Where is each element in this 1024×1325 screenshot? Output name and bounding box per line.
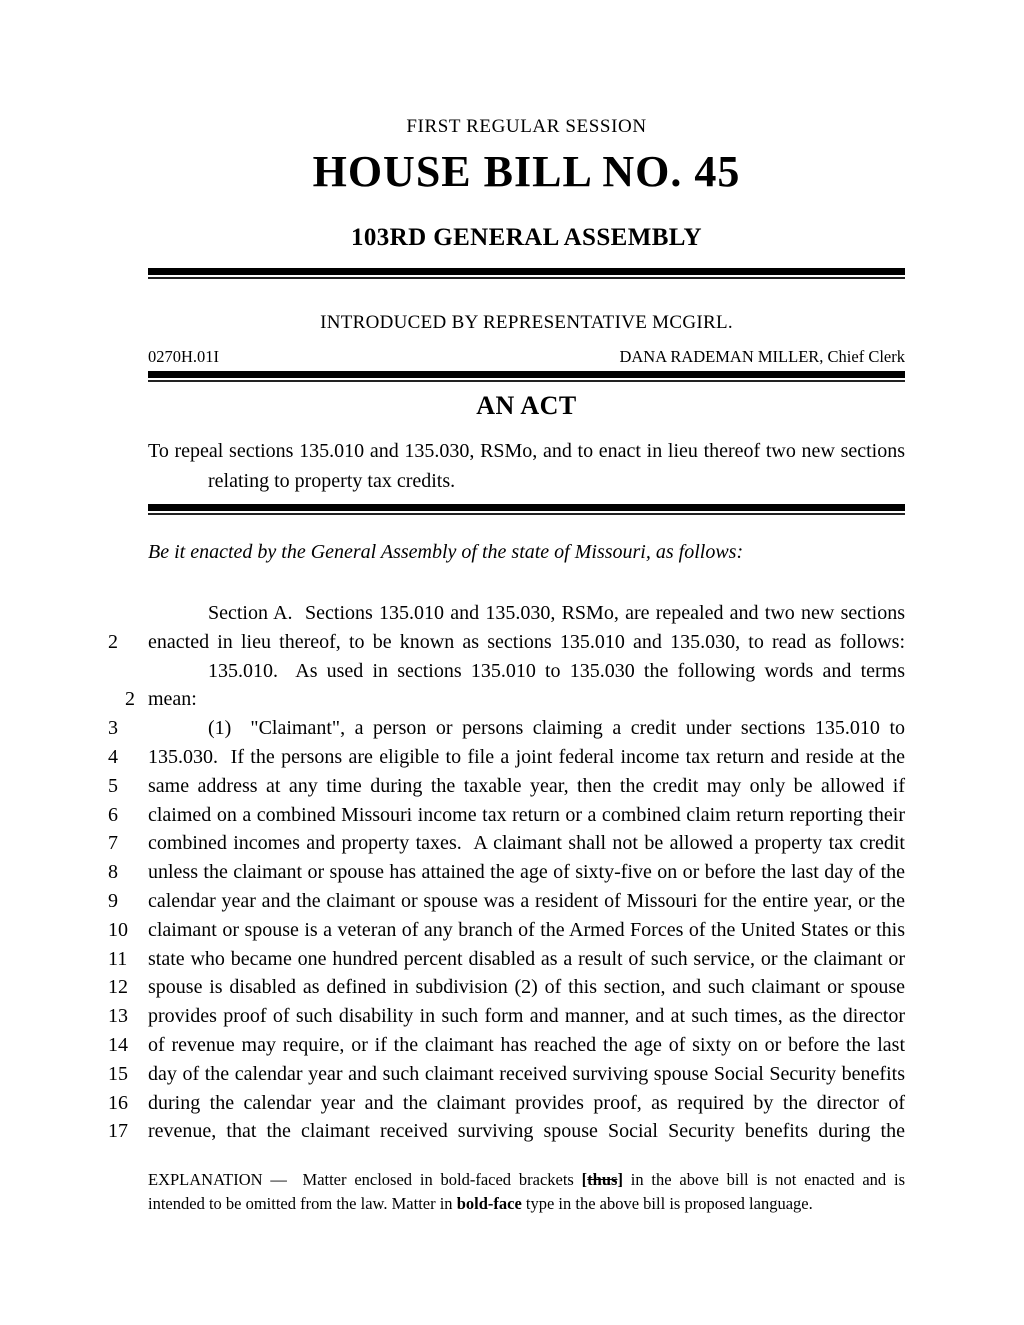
line-number: 5 bbox=[108, 774, 118, 797]
divider-rule-top bbox=[148, 268, 905, 279]
footer-text-segment: type in the above bill is proposed language. bbox=[521, 1193, 813, 1213]
rule-thin-line bbox=[148, 380, 905, 382]
line-number: 10 bbox=[108, 918, 128, 941]
act-description-line: To repeal sections 135.010 and 135.030, RSMo, and to enact in lieu thereof two new sections bbox=[148, 440, 905, 462]
footer-text-segment: intended to be omitted from the law. Matter in bbox=[148, 1193, 457, 1213]
line-number: 17 bbox=[108, 1120, 128, 1143]
footer-text-segment: EXPLANATION — Matter enclosed in bold-faced brackets bbox=[148, 1170, 582, 1189]
bill-text-line: 7 combined incomes and property taxes. A claimant shall not be allowed a property tax credit bbox=[148, 829, 905, 858]
session-heading: FIRST REGULAR SESSION bbox=[406, 116, 647, 137]
bill-text-line: 15 day of the calendar year and such claimant received surviving spouse Social Security benefits bbox=[148, 1060, 905, 1089]
line-number: 2 bbox=[125, 688, 135, 711]
bill-text-line: 135.010. As used in sections 135.010 to 135.030 the following words and terms bbox=[208, 659, 905, 682]
bill-text-line: 8 unless the claimant or spouse has attained the age of sixty-five on or before the last day of the bbox=[148, 858, 905, 887]
rule-thin-line bbox=[148, 513, 905, 515]
footer-text-segment: in the above bill is not enacted and is bbox=[622, 1170, 905, 1189]
explanation-footer bbox=[148, 1168, 905, 1215]
bill-text-line: 16 during the calendar year and the claimant provides proof, as required by the director of bbox=[148, 1089, 905, 1118]
line-number: 4 bbox=[108, 745, 118, 768]
bill-text-line: 14 of revenue may require, or if the claimant has reached the age of sixty on or before the last bbox=[148, 1031, 905, 1060]
rule-thick-bar bbox=[148, 504, 905, 511]
bill-text-line: 6 claimed on a combined Missouri income tax return or a combined claim return reporting their bbox=[148, 801, 905, 830]
bill-text-line: 12 spouse is disabled as defined in subdivision (2) of this section, and such claimant or spouse bbox=[148, 973, 905, 1002]
bill-text-line: 4 135.030. If the persons are eligible to file a joint federal income tax return and reside at the bbox=[148, 743, 905, 772]
line-number: 11 bbox=[108, 947, 128, 970]
footer-text-segment: [ bbox=[581, 1170, 588, 1189]
line-number: 9 bbox=[108, 889, 118, 912]
line-number: 14 bbox=[108, 1033, 128, 1056]
line-number: 3 bbox=[108, 717, 118, 740]
line-number: 13 bbox=[108, 1005, 128, 1028]
bill-text-line: Section A. Sections 135.010 and 135.030, RSMo, are repealed and two new sections bbox=[208, 602, 905, 624]
line-number: 6 bbox=[108, 803, 118, 826]
bill-text-line: 11 state who became one hundred percent disabled as a result of such service, or the claimant or bbox=[148, 945, 905, 974]
bill-text-line: 2 enacted in lieu thereof, to be known as sections 135.010 and 135.030, to read as follows: bbox=[148, 628, 905, 657]
line-number: 12 bbox=[108, 976, 128, 999]
rule-thick-bar bbox=[148, 268, 905, 275]
line-number: 7 bbox=[108, 832, 118, 855]
assembly-heading: 103RD GENERAL ASSEMBLY bbox=[350, 224, 703, 251]
bill-code: 0270H.01I bbox=[148, 347, 220, 366]
footer-text-segment: ] bbox=[617, 1170, 623, 1189]
line-number: 15 bbox=[108, 1062, 128, 1085]
bill-text-line: 9 calendar year and the claimant or spouse was a resident of Missouri for the entire year, or the bbox=[148, 887, 905, 916]
rule-thin-line bbox=[148, 277, 905, 279]
footer-text-segment: bold-face bbox=[456, 1193, 522, 1213]
struck-bracket-example: thus bbox=[587, 1170, 618, 1189]
bill-text-line: 17 revenue, that the claimant received surviving spouse Social Security benefits during the bbox=[148, 1117, 905, 1146]
act-description bbox=[148, 437, 905, 496]
bill-text-line: 2 mean: bbox=[148, 685, 905, 714]
bill-text-line: 13 provides proof of such disability in such form and manner, and at such times, as the director bbox=[148, 1002, 905, 1031]
explanation-line-1 bbox=[148, 1168, 905, 1192]
line-number: 16 bbox=[108, 1091, 128, 1114]
introduced-by-line: INTRODUCED BY REPRESENTATIVE MCGIRL. bbox=[320, 312, 733, 333]
act-description-line: relating to property tax credits. bbox=[208, 469, 456, 492]
an-act-heading: AN ACT bbox=[476, 391, 577, 420]
bill-body-text bbox=[108, 599, 905, 1146]
enacting-clause: Be it enacted by the General Assembly of the state of Missouri, as follows: bbox=[148, 541, 744, 563]
line-number: 8 bbox=[108, 861, 118, 884]
code-clerk-row bbox=[148, 347, 905, 367]
bill-text-line: 3 (1) "Claimant", a person or persons claiming a credit under sections 135.010 to bbox=[148, 714, 905, 743]
bill-text-line: 5 same address at any time during the taxable year, then the credit may only be allowed if bbox=[148, 772, 905, 801]
line-number: 2 bbox=[108, 630, 118, 653]
chief-clerk-name: DANA RADEMAN MILLER, Chief Clerk bbox=[619, 347, 905, 366]
divider-rule-middle bbox=[148, 371, 905, 382]
rule-thick-bar bbox=[148, 371, 905, 378]
bill-text-line: 10 claimant or spouse is a veteran of any branch of the Armed Forces of the United States or this bbox=[148, 916, 905, 945]
explanation-line-2 bbox=[148, 1192, 905, 1216]
divider-rule-bottom bbox=[148, 504, 905, 515]
bill-title: HOUSE BILL NO. 45 bbox=[312, 147, 741, 196]
